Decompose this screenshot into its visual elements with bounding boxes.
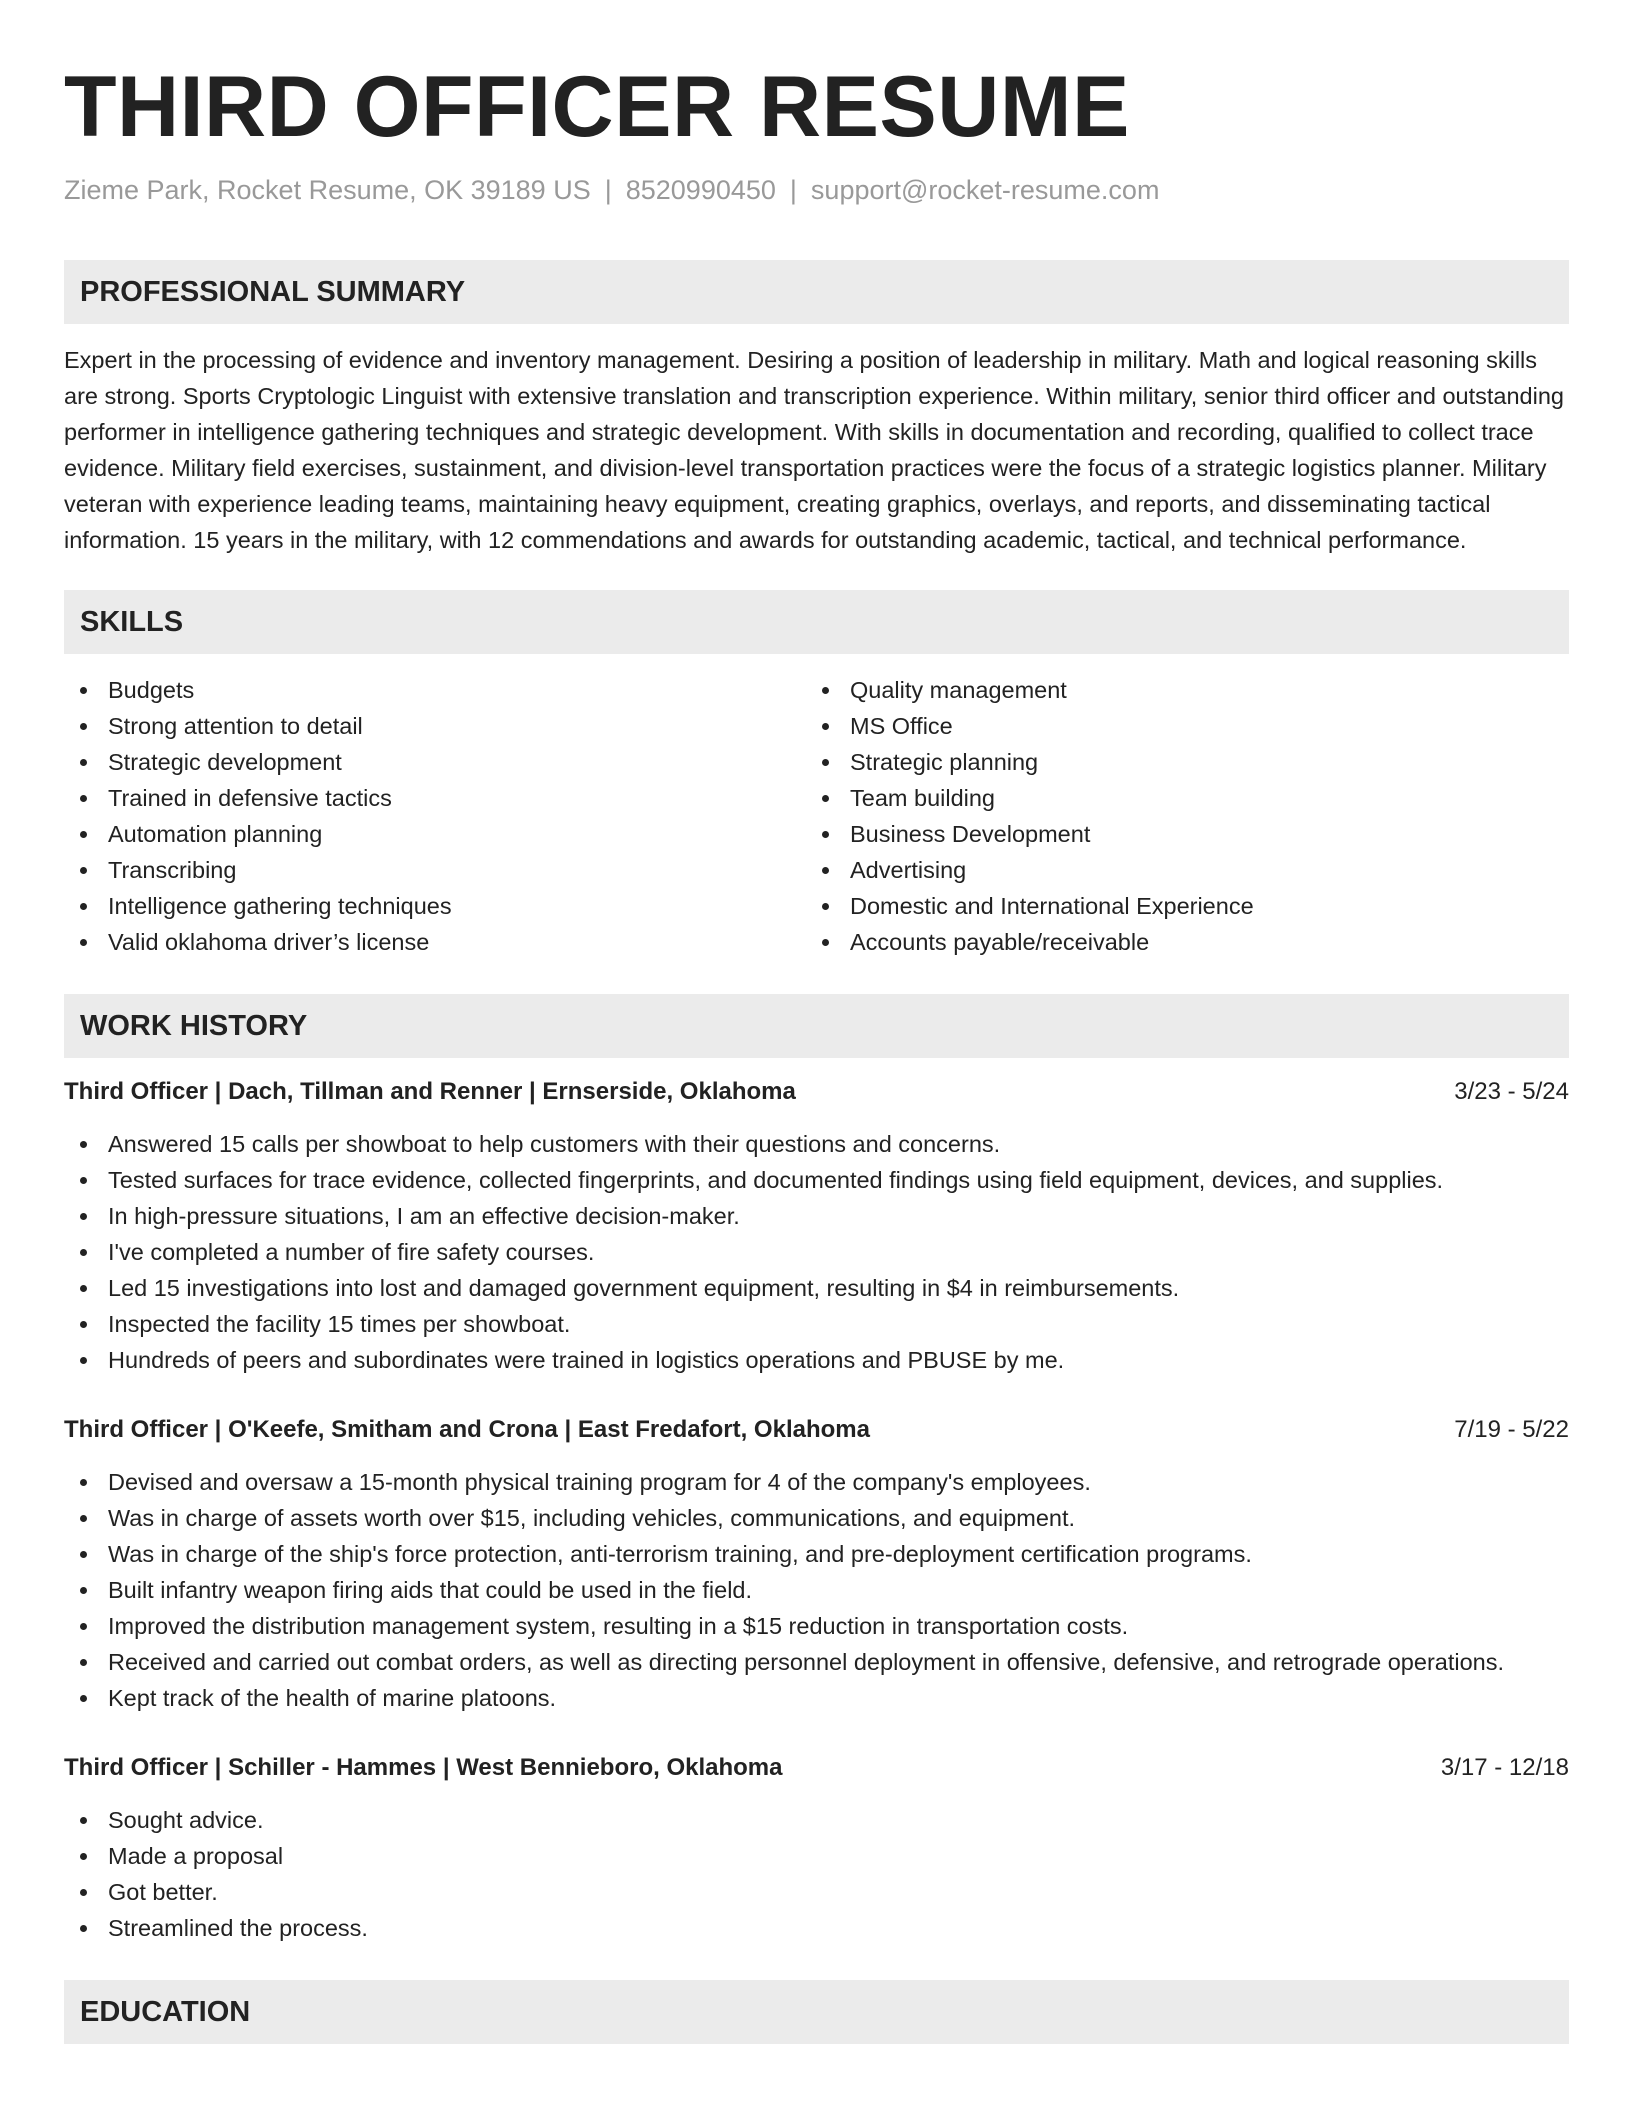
job-bullet: I've completed a number of fire safety courses. [64, 1234, 1569, 1270]
skill-item: Team building [806, 780, 1548, 816]
contact-phone: 8520990450 [625, 175, 776, 205]
contact-line [64, 174, 1569, 206]
job-bullet: Improved the distribution management system, resulting in a $15 reduction in transportation costs. [64, 1608, 1569, 1644]
job-bullet: In high-pressure situations, I am an effective decision-maker. [64, 1198, 1569, 1234]
job-dates: 7/19 - 5/22 [1454, 1416, 1569, 1444]
job-header [64, 1412, 1569, 1448]
summary-heading: PROFESSIONAL SUMMARY [64, 260, 1569, 324]
skill-item: Domestic and International Experience [806, 888, 1548, 924]
skill-item: MS Office [806, 708, 1548, 744]
job-bullet: Built infantry weapon firing aids that could be used in the field. [64, 1572, 1569, 1608]
skill-item: Strong attention to detail [64, 708, 806, 744]
job-bullet: Streamlined the process. [64, 1910, 1569, 1946]
skill-item: Accounts payable/receivable [806, 924, 1548, 960]
skills-heading: SKILLS [64, 590, 1569, 654]
job-dates: 3/17 - 12/18 [1440, 1754, 1569, 1782]
skills-list-right [806, 672, 1548, 960]
job-bullet: Made a proposal [64, 1838, 1569, 1874]
resume-title: THIRD OFFICER RESUME [64, 59, 1130, 155]
skill-item: Business Development [806, 816, 1548, 852]
job-bullet: Kept track of the health of marine platoons. [64, 1680, 1569, 1716]
job-bullets [64, 1464, 1569, 1716]
job-bullet: Sought advice. [64, 1802, 1569, 1838]
job-bullet: Tested surfaces for trace evidence, collected fingerprints, and documented findings using field equipment, devices, and supplies. [64, 1162, 1569, 1198]
skill-item: Valid oklahoma driver’s license [64, 924, 806, 960]
work-history-heading: WORK HISTORY [64, 994, 1569, 1058]
job-bullet: Answered 15 calls per showboat to help customers with their questions and concerns. [64, 1126, 1569, 1162]
contact-email: support@rocket-resume.com [810, 175, 1160, 205]
job-entry [64, 1750, 1569, 1946]
job-dates: 3/23 - 5/24 [1454, 1078, 1569, 1106]
skill-item: Trained in defensive tactics [64, 780, 806, 816]
skill-item: Quality management [806, 672, 1548, 708]
skills-list-left [64, 672, 806, 960]
contact-separator: | [789, 175, 797, 205]
skill-item: Intelligence gathering techniques [64, 888, 806, 924]
job-title: Third Officer | Dach, Tillman and Renner | Ernserside, Oklahoma [64, 1078, 796, 1106]
job-entry [64, 1074, 1569, 1378]
job-bullet: Devised and oversaw a 15-month physical training program for 4 of the company's employees. [64, 1464, 1569, 1500]
job-bullet: Hundreds of peers and subordinates were trained in logistics operations and PBUSE by me. [64, 1342, 1569, 1378]
skill-item: Transcribing [64, 852, 806, 888]
summary-text: Expert in the processing of evidence and inventory management. Desiring a position of leadership in military. Math and logical reasoning skills are strong. Sports Cryptologic Linguist with extensive translation and transcription experience. Within military, senior third officer and outstanding performer in intelligence gathering techniques and strategic development. With skills in documentation and recording, qualified to collect trace evidence. Military field exercises, sustainment, and division-level transportation practices were the focus of a strategic logistics planner. Military veteran with experience leading teams, maintaining heavy equipment, creating graphics, overlays, and reports, and disseminating tactical information. 15 years in the military, with 12 commendations and awards for outstanding academic, tactical, and technical performance. [64, 347, 1564, 554]
contact-separator: | [604, 175, 612, 205]
skill-item: Strategic development [64, 744, 806, 780]
skill-item: Automation planning [64, 816, 806, 852]
job-bullets [64, 1126, 1569, 1378]
skill-item: Strategic planning [806, 744, 1548, 780]
job-header [64, 1750, 1569, 1786]
job-title: Third Officer | Schiller - Hammes | West Bennieboro, Oklahoma [64, 1754, 783, 1782]
contact-address: Zieme Park, Rocket Resume, OK 39189 US [64, 175, 591, 205]
job-bullets [64, 1802, 1569, 1946]
job-bullet: Got better. [64, 1874, 1569, 1910]
job-entry [64, 1412, 1569, 1716]
job-bullet: Inspected the facility 15 times per showboat. [64, 1306, 1569, 1342]
job-bullet: Was in charge of assets worth over $15, including vehicles, communications, and equipment. [64, 1500, 1569, 1536]
job-bullet: Was in charge of the ship's force protection, anti-terrorism training, and pre-deployment certification programs. [64, 1536, 1569, 1572]
education-heading: EDUCATION [64, 1980, 1569, 2044]
job-header [64, 1074, 1569, 1110]
skill-item: Advertising [806, 852, 1548, 888]
skills-grid [64, 672, 1569, 960]
skill-item: Budgets [64, 672, 806, 708]
job-bullet: Led 15 investigations into lost and damaged government equipment, resulting in $4 in reimbursements. [64, 1270, 1569, 1306]
job-title: Third Officer | O'Keefe, Smitham and Crona | East Fredafort, Oklahoma [64, 1416, 870, 1444]
job-bullet: Received and carried out combat orders, as well as directing personnel deployment in offensive, defensive, and retrograde operations. [64, 1644, 1569, 1680]
